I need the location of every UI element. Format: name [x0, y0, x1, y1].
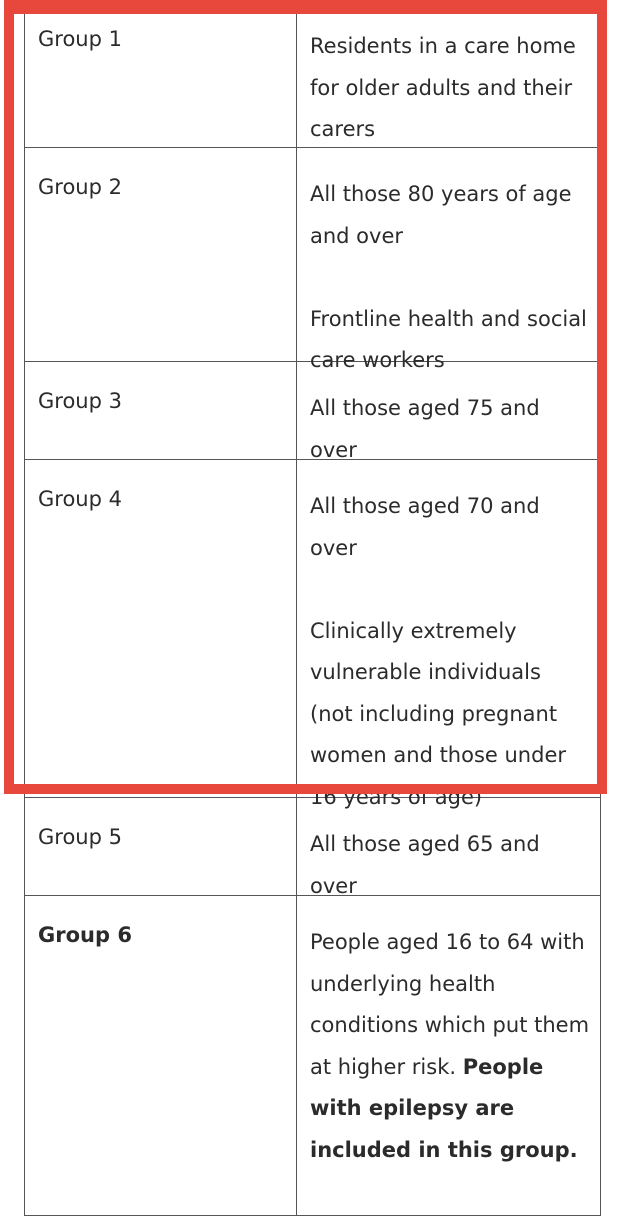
description-paragraph: Clinically extremely vulnerable individuals (not including pregnant women and those under 16 years of age) — [310, 618, 566, 809]
description-paragraph — [310, 922, 590, 1171]
table-row — [25, 362, 600, 460]
group-label: Group 4 — [25, 460, 297, 797]
group-description — [297, 148, 600, 372]
group-label: Group 1 — [25, 0, 297, 147]
table-row — [25, 460, 600, 809]
group-description — [297, 798, 600, 898]
description-paragraph: All those 80 years of age and over — [310, 182, 572, 248]
description-paragraph: All those aged 75 and over — [310, 396, 540, 462]
group-description — [297, 362, 600, 462]
group-description — [297, 896, 600, 1215]
group-label: Group 6 — [25, 896, 297, 1215]
table-row — [25, 148, 600, 372]
description-paragraph: All those aged 65 and over — [310, 832, 540, 898]
table-row — [25, 798, 600, 896]
description-paragraph: All those aged 70 and over — [310, 494, 540, 560]
table-row — [25, 0, 600, 148]
group-description — [297, 0, 600, 147]
epilepsy-note: People with epilepsy are included in this group. — [310, 1054, 578, 1162]
priority-groups-table — [24, 0, 601, 1216]
group-description — [297, 460, 600, 809]
group-label: Group 2 — [25, 148, 297, 361]
description-paragraph: Residents in a care home for older adults and their carers — [310, 34, 576, 141]
description-paragraph: Frontline health and social care workers — [310, 306, 587, 372]
group-label: Group 3 — [25, 362, 297, 459]
description-text: People aged 16 to 64 with underlying health conditions which put them at higher risk. — [310, 930, 590, 1079]
table-row — [25, 896, 600, 1216]
group-label: Group 5 — [25, 798, 297, 895]
